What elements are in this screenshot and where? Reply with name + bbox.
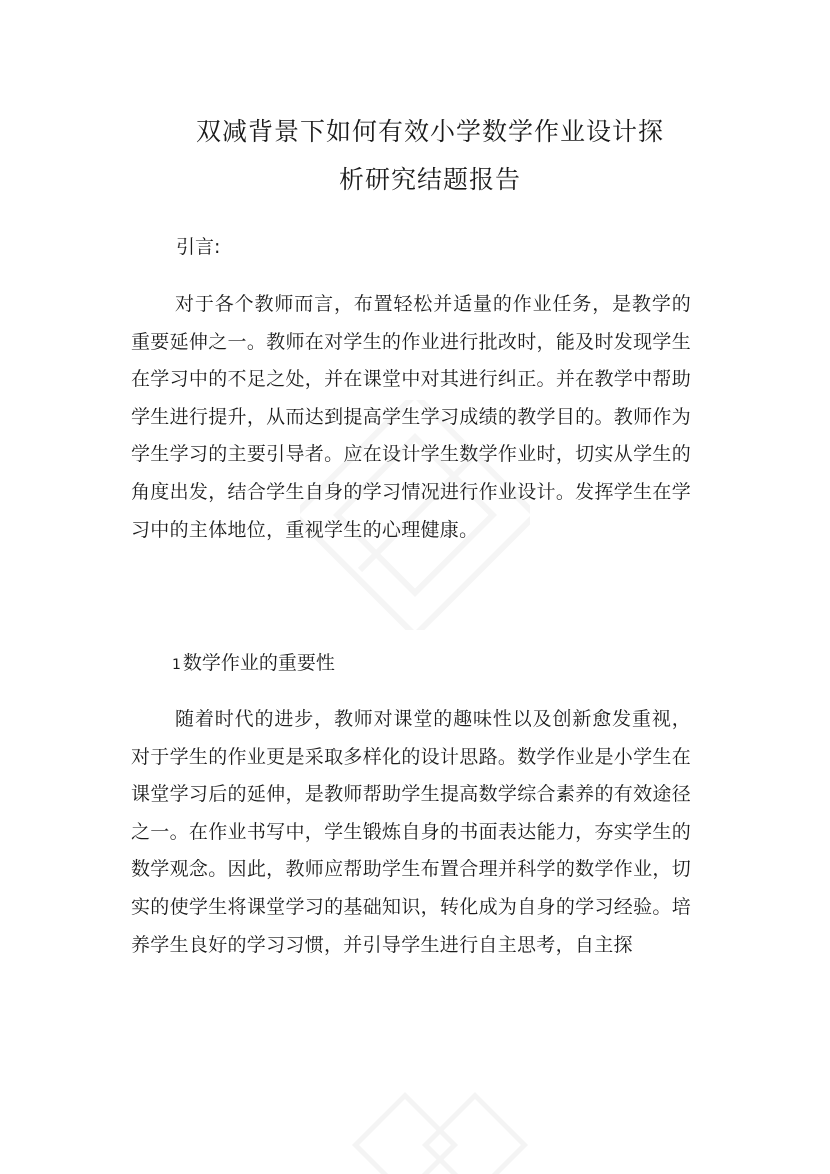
title-line-2: 析研究结题报告 — [338, 165, 521, 194]
title-line-1: 双减背景下如何有效小学数学作业设计探 — [195, 117, 664, 146]
watermark-bottom-icon — [330, 1090, 530, 1174]
section-heading — [172, 648, 335, 680]
section-paragraph: 随着时代的进步，教师对课堂的趣味性以及创新愈发重视，对于学生的作业更是采取多样化的设计思路。数学作业是小学生在课堂学习后的延伸，是教师帮助学生提高数学综合素养的有效途径之一。在作业书写中，学生锻炼自身的书面表达能力，夯实学生的数学观念。因此，教师应帮助学生布置合理并科学的数学作业，切实的使学生将课堂学习的基础知识，转化成为自身的学习经验。培养学生良好的学习习惯，并引导学生进行自主思考，自主探 — [131, 708, 691, 956]
intro-paragraph: 对于各个教师而言，布置轻松并适量的作业任务，是教学的重要延伸之一。教师在对学生的作业进行批改时，能及时发现学生在学习中的不足之处，并在课堂中对其进行纠正。并在教学中帮助学生进行提升，从而达到提高学生学习成绩的教学目的。教师作为学生学习的主要引导者。应在设计学生数学作业时，切实从学生的角度出发，结合学生自身的学习情况进行作业设计。发挥学生在学习中的主体地位，重视学生的心理健康。 — [131, 293, 691, 541]
intro-label: 引言: — [176, 236, 221, 258]
page-title — [130, 108, 730, 204]
section-title: 数学作业的重要性 — [182, 652, 335, 674]
section-number: 1 — [172, 657, 181, 673]
